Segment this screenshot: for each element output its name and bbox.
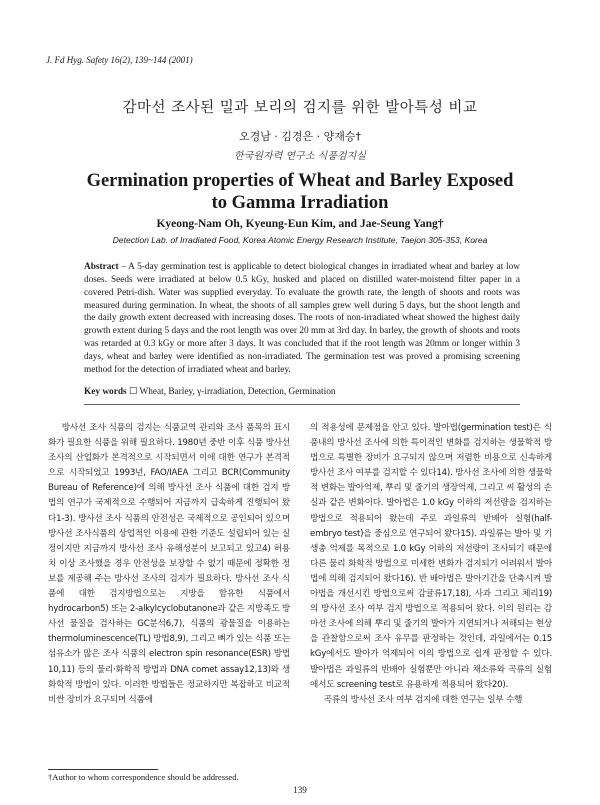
abstract-text: – A 5-day germination test is applicable to detect biological changes in irradiated wheat and barley at low doses. Seeds were irradiated at below 0.5 kGy, husked and placed on distilled water-moistend filter paper in a covered Petri-dish. Water was supplied everyday. To evaluate the growth rate, the length of shoots and roots was measured during germination. In wheat, the shoots of all samples grew well during 5 days, but the shoot length and the daily growth extent decreased with increasing doses. The roots of non-irradiated wheat showed the highest daily growth extent during 5 days and the root length was over 20 mm at 3rd day. In barley, the growth of shoots and roots was retarded at 0.3 kGy or more after 3 days. It was concluded that if the root length was 20mm or longer within 3 days, wheat and barley were identified as non-irradiated. The germination test was proved a promising screening method for the detection of irradiated wheat and barley. <box>84 262 520 375</box>
english-title-line-2: to Gamma Irradiation <box>211 193 389 213</box>
page-number: 139 <box>293 785 307 795</box>
body-column-left <box>48 421 290 708</box>
korean-affiliation: 한국원자력 연구소 식품검지실 <box>234 151 366 162</box>
english-title-line-1: Germination properties of Wheat and Barley Exposed <box>86 171 514 191</box>
abstract <box>84 261 520 377</box>
body-paragraph: 의 적용성에 문제점을 안고 있다. 발아법(germination test)은 식품내의 방사선 조사에 의한 특이적인 변화를 검지하는 생물학적 방법으로 특별한 장비가 요구되지 않으며 저렴한 비용으로 신속하게 방사선 조사 여부를 검지할 수 있다14). 방사선 조사에 의한 생물학적 변화는 발아억제, 뿌리 및 줄기의 생장억제, 그리고 씨 활성의 손실과 같은 변화이다. 발아법은 1.0 kGy 이하의 저선량을 검지하는 방법으로 적용되어 왔는데 주로 과일류의 반배아 실험(half-embryo test)을 중심으로 연구되어 왔다15). 과일류는 발아 및 기생충 억제를 목적으로 1.0 kGy 이하의 저선량이 조사되기 때문에 다른 물리 화학적 방법으로 미세한 변화가 검지되기 어려워서 발아법에 의해 검지되어 왔다16). 반 배아법은 발아기간을 단축시켜 발아법을 개선시킨 방법으로써 감귤류17,18), 사과 그리고 체리19)의 방사선 조사 여부 검지 방법으로 적용되어 왔다. 이의 원리는 감마선 조사에 의해 뿌리 및 줄기의 발아가 지연되거나 저해되는 현상을 관찰함으로써 조사 유무를 판정하는 것인데, 과일에서는 0.15 kGy에서도 발아가 억제되어 이의 방법으로 쉽게 판정할 수 있다. 발아법은 과일류의 반배아 실험뿐만 아니라 채소류와 곡류의 실험에서도 screening test로 유용하게 적용되어 왔다20). <box>310 423 552 690</box>
journal-citation: J. Fd Hyg. Safety 16(2), 139~144 (2001) <box>46 55 193 65</box>
abstract-divider <box>84 404 520 405</box>
korean-title: 감마선 조사된 밀과 보리의 검지를 위한 발아특성 비교 <box>122 100 478 116</box>
english-affiliation: Detection Lab. of Irradiated Food, Korea Atomic Energy Research Institute, Taejon 305-353, Korea <box>112 235 488 245</box>
english-authors: Kyeong-Nam Oh, Kyeung-Eun Kim, and Jae-Seung Yang† <box>156 218 444 230</box>
english-title <box>0 170 600 214</box>
keywords-label: Key words <box>84 387 127 397</box>
keywords-box-icon: ☐ <box>128 387 138 397</box>
korean-authors: 오경남 · 김경은 · 양재승† <box>238 130 362 143</box>
abstract-label: Abstract <box>84 262 119 272</box>
footnote: †Author to whom correspondence should be addressed. <box>48 772 239 782</box>
keywords <box>84 386 520 397</box>
body-paragraph: 방사선 조사 식품의 검지는 식품교역 관리와 조사 품목의 표시화가 필요한 식품을 위해 필요하다. 1980년 중반 이후 식품 방사선 조사의 산업화가 본격적으로 시작되면서 이에 대한 연구가 본격적으로 시작되었고 1993년, FAO/IAEA 그리고 BCR(Community Bureau of Reference)에 의해 방사선 조사 식품에 대한 검지 방법의 연구가 국제적으로 수행되어 지금까지 급속하게 진행되어 왔다1-3). 방사선 조사 식품의 안전성은 국제적으로 공인되어 있으며 방사선 조사식품의 상업적인 이용에 관한 기준도 설립되어 있는 실정이지만 지금까지 방사선 조사 유해성분이 보고되고 있고4) 허용치 이상 조사했을 경우 안전성을 보장할 수 없기 때문에 정확한 정보를 제공해 주는 방사선 조사의 검지가 필요하다. 방사선 조사 식품에 대한 검지방법으로는 지방을 함유한 식품에서 hydrocarbon5) 또는 2-alkylcyclobutanone과 같은 지방족도 방사선 물질을 검사하는 GC분석6,7), 식품의 광물질을 이용하는 thermoluminescence(TL) 방법8,9), 그리고 뼈가 있는 식품 또는 섬유소가 많은 조사 식품의 electron spin resonance(ESR) 방법10,11) 등의 물리·화학적 방법과 DNA comet assay12,13)와 생화학적 방법이 있다. 이러한 방법들은 정교하지만 복잡하고 비교적 비싼 장비가 요구되며 식품에 <box>48 423 290 705</box>
body-paragraph: 곡류의 방사선 조사 여부 검지에 대한 연구는 일부 수행 <box>323 694 523 705</box>
footnote-divider <box>48 769 158 770</box>
keywords-text: Wheat, Barley, γ-irradiation, Detection, Germination <box>139 387 336 397</box>
body-column-right <box>310 421 552 708</box>
